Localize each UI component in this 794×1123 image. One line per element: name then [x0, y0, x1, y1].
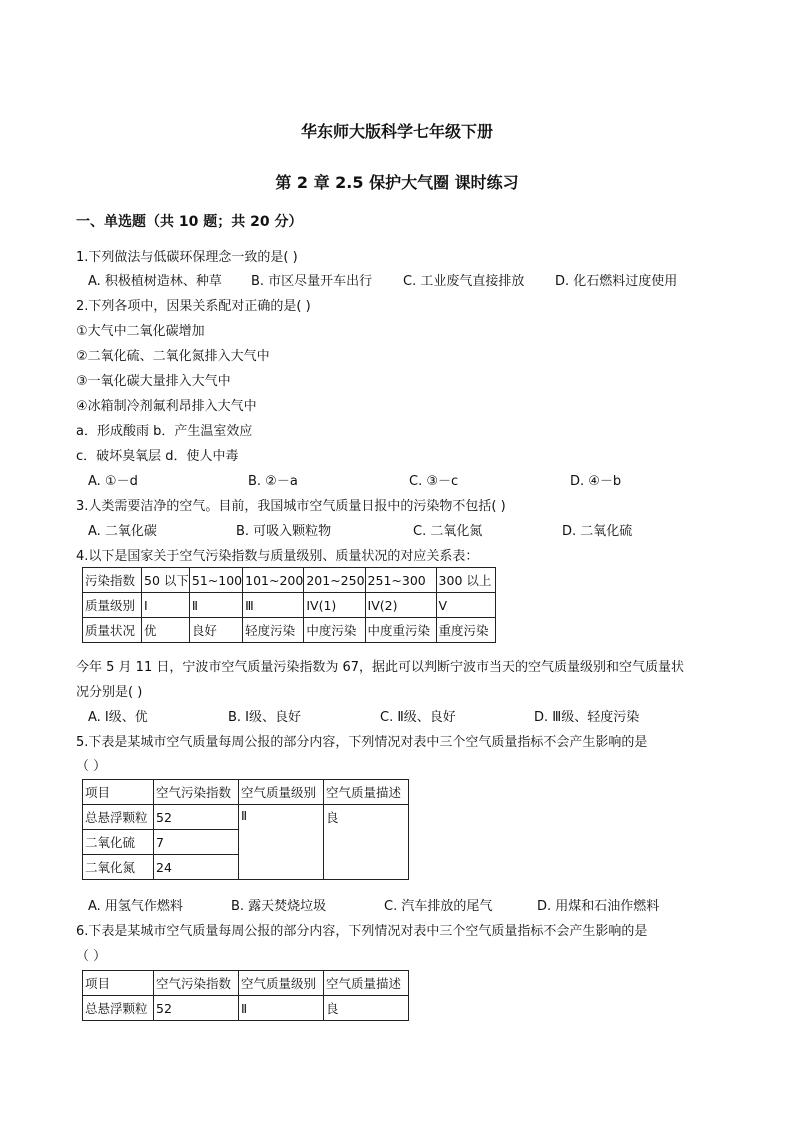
table-cell: 101~200: [243, 568, 304, 593]
q6-report-table: [82, 970, 409, 1021]
table-cell: 良好: [189, 618, 242, 643]
q3-option-d[interactable]: D. 二氧化硫: [562, 524, 633, 539]
table-row: [83, 568, 496, 593]
table-cell: 51~100: [189, 568, 242, 593]
table-cell: 总悬浮颗粒: [83, 996, 154, 1021]
q2-options: [88, 470, 728, 490]
table-cell: 7: [154, 830, 239, 855]
q3-option-b[interactable]: B. 可吸入颗粒物: [236, 524, 332, 539]
q4-option-a[interactable]: A. Ⅰ级、优: [88, 710, 148, 725]
table-cell: 总悬浮颗粒: [83, 805, 154, 830]
table-cell: 50 以下: [142, 568, 190, 593]
q4-option-d[interactable]: D. Ⅲ级、轻度污染: [534, 710, 640, 725]
section-heading: 一、单选题（共 10 题；共 20 分）: [76, 214, 303, 230]
q4-stem: 4.以下是国家关于空气污染指数与质量级别、质量状况的对应关系表：: [76, 549, 479, 564]
q1-option-d[interactable]: D. 化石燃料过度使用: [555, 274, 678, 289]
table-cell: Ⅲ: [243, 593, 304, 618]
table-cell: 质量状况: [83, 618, 142, 643]
table-cell: 中度重污染: [365, 618, 436, 643]
table-cell: Ⅱ: [189, 593, 242, 618]
q2-stem: 2.下列各项中，因果关系配对正确的是( ): [76, 299, 311, 314]
q2-option-a[interactable]: A. ①－d: [88, 474, 138, 489]
q2-item-2: ②二氧化硫、二氧化氮排入大气中: [76, 349, 270, 364]
q5-stem: 5.下表是某城市空气质量每周公报的部分内容，下列情况对表中三个空气质量指标不会产生影响的是: [76, 735, 648, 750]
table-cell: 重度污染: [436, 618, 495, 643]
table-header-cell: 空气质量级别: [239, 971, 324, 996]
table-cell: IV(2): [365, 593, 436, 618]
table-cell: 质量级别: [83, 593, 142, 618]
q1-stem: 1.下列做法与低碳环保理念一致的是( ): [76, 250, 298, 265]
q4-text-2: 况分别是( ): [76, 685, 143, 700]
q4-index-table: [82, 567, 496, 643]
q4-option-c[interactable]: C. Ⅱ级、良好: [380, 710, 456, 725]
table-cell: V: [436, 593, 495, 618]
table-cell-level: Ⅱ: [239, 805, 324, 880]
table-cell: 300 以上: [436, 568, 495, 593]
q5-blank: （ ）: [76, 759, 107, 774]
table-header-cell: 空气质量描述: [324, 971, 409, 996]
table-cell: 污染指数: [83, 568, 142, 593]
q2-effects-1: a．形成酸雨 b．产生温室效应: [76, 424, 253, 439]
table-cell: IV(1): [304, 593, 365, 618]
q5-option-d[interactable]: D. 用煤和石油作燃料: [537, 899, 660, 914]
q5-options: [88, 895, 728, 915]
q1-option-a[interactable]: A. 积极植树造林、种草: [88, 274, 222, 289]
table-cell: 二氧化硫: [83, 830, 154, 855]
table-cell: 二氧化氮: [83, 855, 154, 880]
table-row: [83, 996, 409, 1021]
table-row: [83, 618, 496, 643]
doc-title: 华东师大版科学七年级下册: [300, 122, 493, 141]
q1-options: [88, 270, 728, 290]
q2-option-d[interactable]: D. ④－b: [570, 474, 622, 489]
q5-option-b[interactable]: B. 露天焚烧垃圾: [231, 899, 327, 914]
doc-subtitle: 第 2 章 2.5 保护大气圈 课时练习: [275, 173, 519, 192]
table-header-cell: 空气质量描述: [324, 780, 409, 805]
table-header-cell: 空气污染指数: [154, 780, 239, 805]
q5-option-a[interactable]: A. 用氢气作燃料: [88, 899, 183, 914]
q3-stem: 3.人类需要洁净的空气。目前，我国城市空气质量日报中的污染物不包括( ): [76, 499, 506, 514]
table-cell: Ⅰ: [142, 593, 190, 618]
q1-option-c[interactable]: C. 工业废气直接排放: [403, 274, 525, 289]
table-cell: 轻度污染: [243, 618, 304, 643]
table-cell: 52: [154, 805, 239, 830]
q4-option-b[interactable]: B. Ⅰ级、良好: [228, 710, 302, 725]
q5-report-table: [82, 779, 409, 880]
table-cell: 52: [154, 996, 239, 1021]
q2-item-4: ④冰箱制冷剂氟利昂排入大气中: [76, 399, 257, 414]
table-cell: 201~250: [304, 568, 365, 593]
table-cell: 优: [142, 618, 190, 643]
table-row: [83, 805, 409, 830]
q2-item-3: ③一氧化碳大量排入大气中: [76, 374, 231, 389]
table-cell-desc: 良: [324, 805, 409, 880]
q2-effects-2: c．破坏臭氧层 d．使人中毒: [76, 449, 239, 464]
q4-options: [88, 706, 728, 726]
q6-blank: （ ）: [76, 949, 107, 964]
q4-text-1: 今年 5 月 11 日，宁波市空气质量污染指数为 67，据此可以判断宁波市当天的空气质量级别和空气质量状: [76, 660, 685, 675]
table-row: [83, 780, 409, 805]
q2-option-b[interactable]: B. ②－a: [248, 474, 298, 489]
table-header-cell: 项目: [83, 780, 154, 805]
q3-options: [88, 520, 728, 540]
table-row: [83, 971, 409, 996]
table-row: [83, 593, 496, 618]
q2-item-1: ①大气中二氧化碳增加: [76, 324, 205, 339]
table-header-cell: 空气质量级别: [239, 780, 324, 805]
table-cell: 251~300: [365, 568, 436, 593]
q1-option-b[interactable]: B. 市区尽量开车出行: [251, 274, 373, 289]
table-header-cell: 项目: [83, 971, 154, 996]
q3-option-c[interactable]: C. 二氧化氮: [413, 524, 483, 539]
q3-option-a[interactable]: A. 二氧化碳: [88, 524, 157, 539]
table-header-cell: 空气污染指数: [154, 971, 239, 996]
q2-option-c[interactable]: C. ③－c: [409, 474, 459, 489]
table-cell: Ⅱ: [239, 996, 324, 1021]
table-cell: 中度污染: [304, 618, 365, 643]
table-cell: 良: [324, 996, 409, 1021]
q6-stem: 6.下表是某城市空气质量每周公报的部分内容，下列情况对表中三个空气质量指标不会产生影响的是: [76, 924, 648, 939]
table-cell: 24: [154, 855, 239, 880]
q5-option-c[interactable]: C. 汽车排放的尾气: [384, 899, 493, 914]
